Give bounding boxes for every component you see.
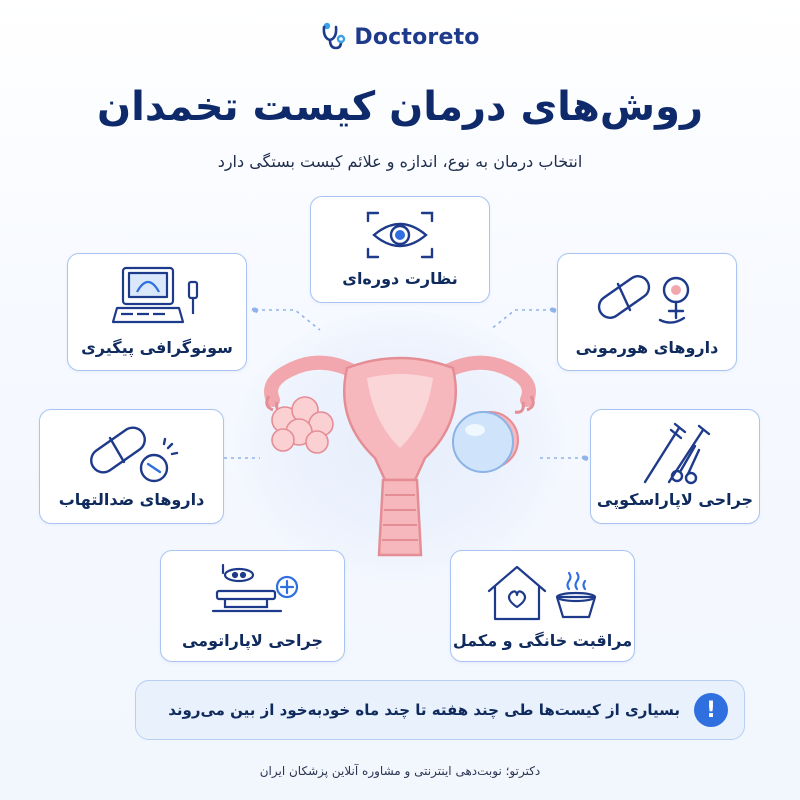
home-heart-bowl-icon <box>483 561 603 623</box>
ultrasound-machine-icon <box>107 264 207 330</box>
card-label: مراقبت خانگی و مکمل <box>452 631 633 650</box>
card-label: جراحی لاپاراسکوپی <box>596 490 754 509</box>
eye-scan-icon <box>360 207 440 263</box>
card-hormonal-drugs[interactable] <box>557 253 737 371</box>
card-label: سونوگرافی پیگیری <box>81 338 233 357</box>
card-laparoscopy-surgery[interactable] <box>590 409 760 524</box>
info-note <box>135 680 745 740</box>
card-sonography[interactable] <box>67 253 247 371</box>
operating-table-icon <box>203 561 303 621</box>
card-label: داروهای ضدالتهاب <box>58 490 205 509</box>
pill-female-symbol-icon <box>592 264 702 330</box>
card-label: جراحی لاپاراتومی <box>181 631 323 650</box>
note-text: بسیاری از کیست‌ها طی چند هفته تا چند ماه خودبه‌خود از بین می‌روند <box>168 701 680 719</box>
footer: دکترتو؛ نوبت‌دهی اینترنتی و مشاوره آنلاین پزشکان ایران <box>259 764 541 778</box>
page-title: روش‌های درمان کیست تخمدان <box>96 84 703 130</box>
card-label: داروهای هورمونی <box>575 338 719 357</box>
card-laparotomy-surgery[interactable] <box>160 550 345 662</box>
page-subtitle: انتخاب درمان به نوع، اندازه و علائم کیست بستگی دارد <box>217 152 583 171</box>
card-label: نظارت دوره‌ای <box>342 269 458 288</box>
exclamation-icon: ! <box>694 693 728 727</box>
capsule-tablet-icon <box>82 420 182 486</box>
card-periodic-monitoring[interactable] <box>310 196 490 303</box>
card-home-care[interactable] <box>450 550 635 662</box>
brand-name: Doctoreto <box>354 24 480 50</box>
laparoscopic-tools-icon <box>625 420 725 486</box>
card-anti-inflammatory-drugs[interactable] <box>39 409 224 524</box>
